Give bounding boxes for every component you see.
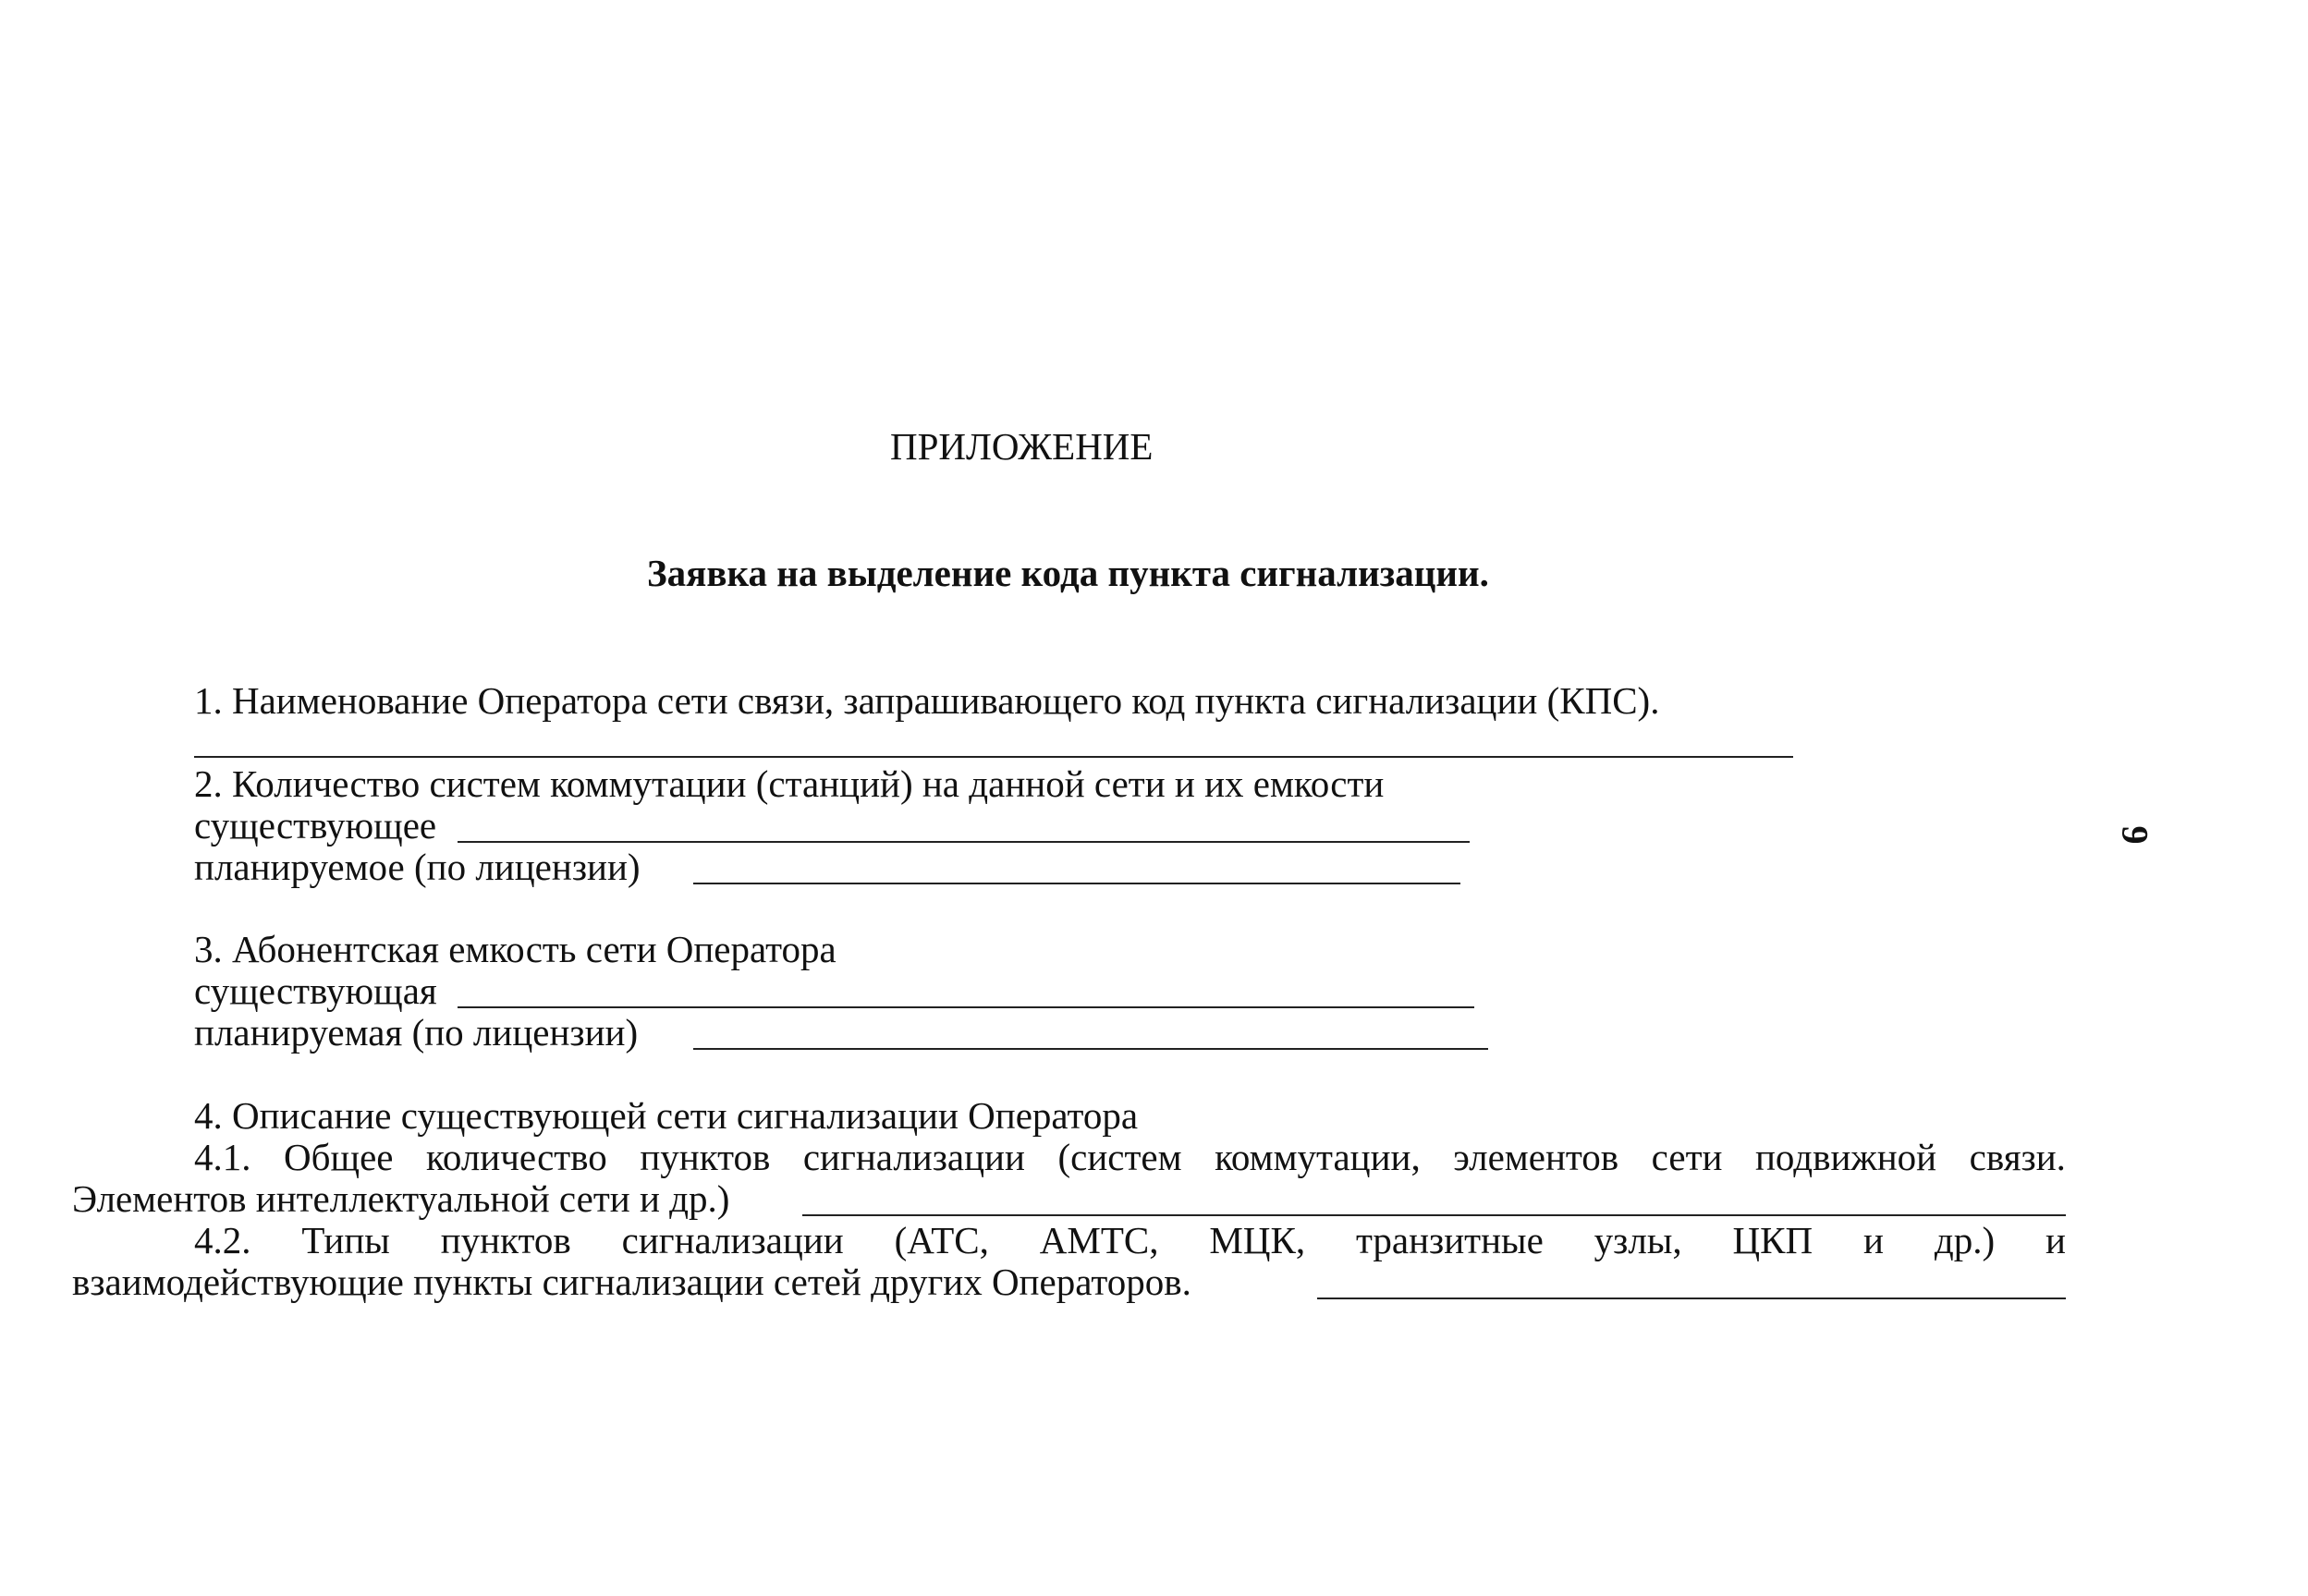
section-4-title: 4. Описание существующей сети сигнализации Оператора (194, 1094, 1139, 1137)
section-2-title: 2. Количество систем коммутации (станций) на данной сети и их емкости (194, 762, 1385, 805)
item-4-2-word: узлы, (1594, 1219, 1682, 1261)
section-3-existing-label: существующая (194, 969, 437, 1012)
section-2-existing-blank[interactable] (458, 841, 1470, 843)
item-4-1-word: (систем (1057, 1136, 1182, 1178)
item-4-1-first-line (194, 1136, 2066, 1178)
item-4-2-word: сигнализации (621, 1219, 844, 1261)
item-4-2-word: ЦКП (1732, 1219, 1813, 1261)
section-2-planned-blank[interactable] (693, 883, 1460, 884)
section-1-blank-line[interactable] (194, 756, 1793, 758)
item-4-1-word: сигнализации (802, 1136, 1025, 1178)
item-4-1-word: сети (1651, 1136, 1723, 1178)
item-4-1-word: Общее (284, 1136, 394, 1178)
item-4-2-word: пунктов (440, 1219, 571, 1261)
item-4-2-continuation: взаимодействующие пункты сигнализации сетей других Операторов. (72, 1261, 1191, 1303)
item-4-2-word: и (2045, 1219, 2066, 1261)
appendix-heading: ПРИЛОЖЕНИЕ (890, 425, 1154, 468)
item-4-1-word: количество (426, 1136, 607, 1178)
item-4-2-word: (АТС, (894, 1219, 989, 1261)
section-2-existing-label: существующее (194, 804, 437, 847)
section-3-existing-blank[interactable] (458, 1006, 1474, 1008)
item-4-1-word: 4.1. (194, 1136, 251, 1178)
item-4-2-first-line (194, 1219, 2066, 1261)
item-4-2-blank[interactable] (1317, 1298, 2066, 1299)
item-4-2-word: 4.2. (194, 1219, 251, 1261)
item-4-1-blank[interactable] (802, 1214, 2066, 1216)
item-4-1-word: элементов (1453, 1136, 1619, 1178)
section-1-title: 1. Наименование Оператора сети связи, запрашивающего код пункта сигнализации (КПС). (194, 679, 1660, 722)
item-4-1-word: связи. (1969, 1136, 2066, 1178)
item-4-2-word: и (1862, 1219, 1884, 1261)
item-4-2-word: транзитные (1355, 1219, 1544, 1261)
item-4-2-word: др.) (1934, 1219, 1996, 1261)
section-3-title: 3. Абонентская емкость сети Оператора (194, 928, 836, 970)
item-4-1-continuation: Элементов интеллектуальной сети и др.) (72, 1177, 730, 1220)
item-4-2-word: Типы (301, 1219, 390, 1261)
page-number: 9 (2114, 825, 2156, 845)
item-4-2-word: АМТС, (1039, 1219, 1159, 1261)
item-4-1-word: коммутации, (1215, 1136, 1421, 1178)
section-3-planned-label: планируемая (по лицензии) (194, 1011, 639, 1054)
item-4-1-word: пунктов (640, 1136, 771, 1178)
application-title: Заявка на выделение кода пункта сигнализации. (647, 552, 1489, 594)
item-4-1-word: подвижной (1754, 1136, 1937, 1178)
section-2-planned-label: планируемое (по лицензии) (194, 846, 641, 888)
section-3-planned-blank[interactable] (693, 1048, 1488, 1050)
item-4-2-word: МЦК, (1209, 1219, 1306, 1261)
